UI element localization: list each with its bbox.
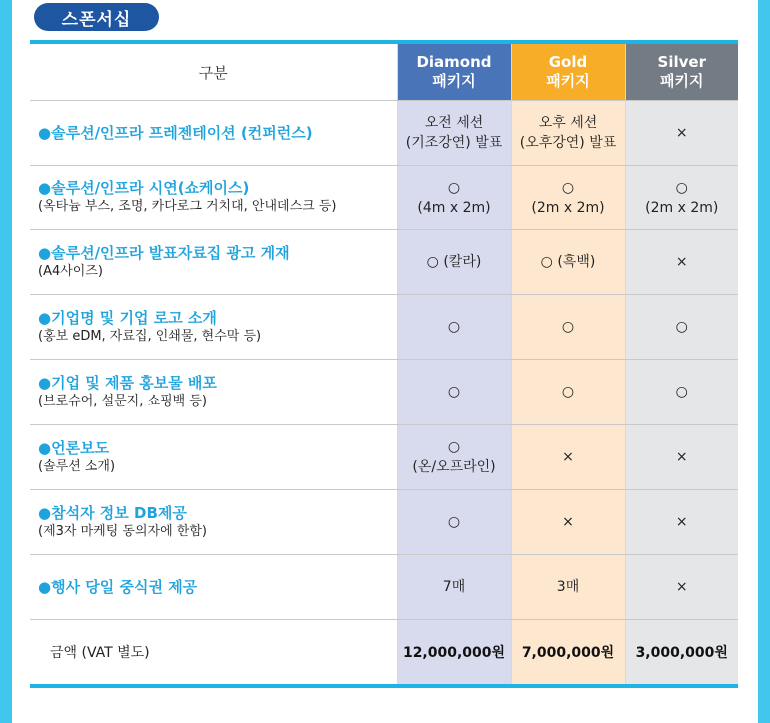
cross-icon: ×: [562, 514, 574, 530]
diamond-cell: [397, 295, 511, 360]
diamond-cell: [397, 230, 511, 295]
row-subtitle: (제3자 마케팅 동의자에 한함): [38, 523, 207, 539]
price-gold: 7,000,000원: [511, 620, 625, 687]
header-diamond-name: Diamond: [416, 53, 492, 71]
row-label: [30, 425, 397, 490]
cell-line: (기조강연) 발표: [405, 135, 503, 151]
bullet-icon: ●: [38, 577, 52, 596]
price-label: 금액 (VAT 별도): [30, 620, 397, 687]
cell-line: 오후 세션: [538, 115, 598, 131]
cell-line: ○ (칼라): [426, 254, 482, 270]
diamond-cell: [397, 101, 511, 166]
cross-icon: ×: [675, 579, 688, 595]
circle-icon: ○: [561, 179, 575, 196]
price-row: [30, 620, 738, 687]
header-silver: [625, 42, 738, 101]
diamond-cell: [397, 166, 511, 230]
circle-icon: ○: [675, 319, 688, 335]
row-subtitle: (A4사이즈): [38, 263, 103, 279]
gold-cell: [511, 101, 625, 166]
silver-cell: [625, 490, 738, 555]
silver-cell: [625, 360, 738, 425]
diamond-cell: [397, 360, 511, 425]
left-border-bar: [0, 0, 12, 723]
cell-line: (2m x 2m): [645, 199, 719, 216]
table-row: [30, 295, 738, 360]
gold-cell: [511, 166, 625, 230]
row-title: [38, 578, 397, 597]
row-label: [30, 490, 397, 555]
row-label: [30, 101, 397, 166]
row-subtitle: (브로슈어, 설문지, 쇼핑백 등): [38, 393, 207, 409]
table-row: [30, 230, 738, 295]
cross-icon: ×: [675, 125, 688, 141]
cell-line: (4m x 2m): [417, 199, 491, 216]
row-title-text: 참석자 정보 DB제공: [51, 503, 187, 522]
header-gold: [511, 42, 625, 101]
row-title-text: 행사 당일 중식권 제공: [51, 577, 198, 596]
gold-cell: [511, 230, 625, 295]
row-label: [30, 230, 397, 295]
header-silver-package: 패키지: [660, 72, 704, 90]
silver-cell: [625, 555, 738, 620]
circle-icon: ○: [675, 384, 688, 400]
gold-cell: [511, 490, 625, 555]
header-gold-name: Gold: [548, 53, 588, 71]
row-title-text: 솔루션/인프라 발표자료집 광고 게재: [51, 243, 290, 262]
right-border-bar: [758, 0, 770, 723]
silver-cell: [625, 166, 738, 230]
table-row: [30, 490, 738, 555]
row-title-text: 솔루션/인프라 프레젠테이션 (컨퍼런스): [51, 123, 313, 142]
circle-icon: ○: [561, 384, 575, 400]
row-title: [38, 374, 397, 393]
circle-icon: ○: [447, 179, 461, 196]
section-title-tab: 스폰서십: [34, 3, 159, 31]
bullet-icon: ●: [38, 179, 52, 197]
circle-icon: ○: [447, 319, 461, 335]
header-row: [30, 42, 738, 101]
header-gold-package: 패키지: [546, 72, 590, 90]
silver-cell: [625, 425, 738, 490]
table-row: [30, 360, 738, 425]
header-diamond-package: 패키지: [432, 72, 476, 90]
bullet-icon: ●: [38, 503, 52, 522]
row-label: [30, 166, 397, 230]
header-diamond: [397, 42, 511, 101]
silver-cell: [625, 230, 738, 295]
gold-cell: [511, 555, 625, 620]
row-title: [38, 244, 397, 263]
header-silver-name: Silver: [657, 53, 706, 71]
row-title-text: 기업명 및 기업 로고 소개: [51, 308, 217, 327]
cell-line: 오전 세션: [424, 115, 484, 131]
row-title: [38, 439, 397, 458]
row-title-text: 솔루션/인프라 시연(쇼케이스): [51, 179, 250, 197]
diamond-cell: [397, 555, 511, 620]
row-title-text: 기업 및 제품 홍보물 배포: [51, 373, 217, 392]
row-label: [30, 555, 397, 620]
circle-icon: ○: [447, 384, 461, 400]
cross-icon: ×: [675, 514, 688, 530]
gold-cell: [511, 360, 625, 425]
circle-icon: ○: [675, 179, 688, 196]
price-diamond: 12,000,000원: [397, 620, 511, 687]
gold-cell: [511, 425, 625, 490]
bullet-icon: ●: [38, 373, 52, 392]
row-title: [38, 179, 397, 198]
cell-line: (온/오프라인): [412, 459, 496, 475]
bullet-icon: ●: [38, 123, 52, 142]
row-subtitle: (솔루션 소개): [38, 458, 116, 474]
sponsorship-table: [30, 40, 738, 688]
circle-icon: ○: [447, 439, 461, 455]
circle-icon: ○: [561, 319, 575, 335]
row-title-text: 언론보도: [51, 438, 110, 457]
header-category: 구분: [30, 42, 397, 101]
table-row: [30, 425, 738, 490]
price-silver: 3,000,000원: [625, 620, 738, 687]
silver-cell: [625, 101, 738, 166]
cell-line: ○ (흑백): [540, 254, 596, 270]
diamond-cell: [397, 490, 511, 555]
table-row: [30, 166, 738, 230]
row-title: [38, 504, 397, 523]
table-row: [30, 555, 738, 620]
cell-line: 3매: [556, 579, 580, 595]
cross-icon: ×: [675, 449, 688, 465]
cell-line: (2m x 2m): [531, 199, 605, 216]
row-label: [30, 295, 397, 360]
cell-line: 7매: [442, 579, 466, 595]
table-row: [30, 101, 738, 166]
bullet-icon: ●: [38, 243, 52, 262]
row-title: [38, 124, 397, 143]
cross-icon: ×: [562, 449, 574, 465]
bullet-icon: ●: [38, 308, 52, 327]
silver-cell: [625, 295, 738, 360]
row-subtitle: (홍보 eDM, 자료집, 인쇄물, 현수막 등): [38, 328, 262, 344]
row-subtitle: (옥타늄 부스, 조명, 카다로그 거치대, 안내데스크 등): [38, 199, 337, 214]
row-label: [30, 360, 397, 425]
circle-icon: ○: [447, 514, 461, 530]
diamond-cell: [397, 425, 511, 490]
bullet-icon: ●: [38, 438, 52, 457]
cell-line: (오후강연) 발표: [519, 135, 617, 151]
row-title: [38, 309, 397, 328]
gold-cell: [511, 295, 625, 360]
cross-icon: ×: [675, 254, 688, 270]
